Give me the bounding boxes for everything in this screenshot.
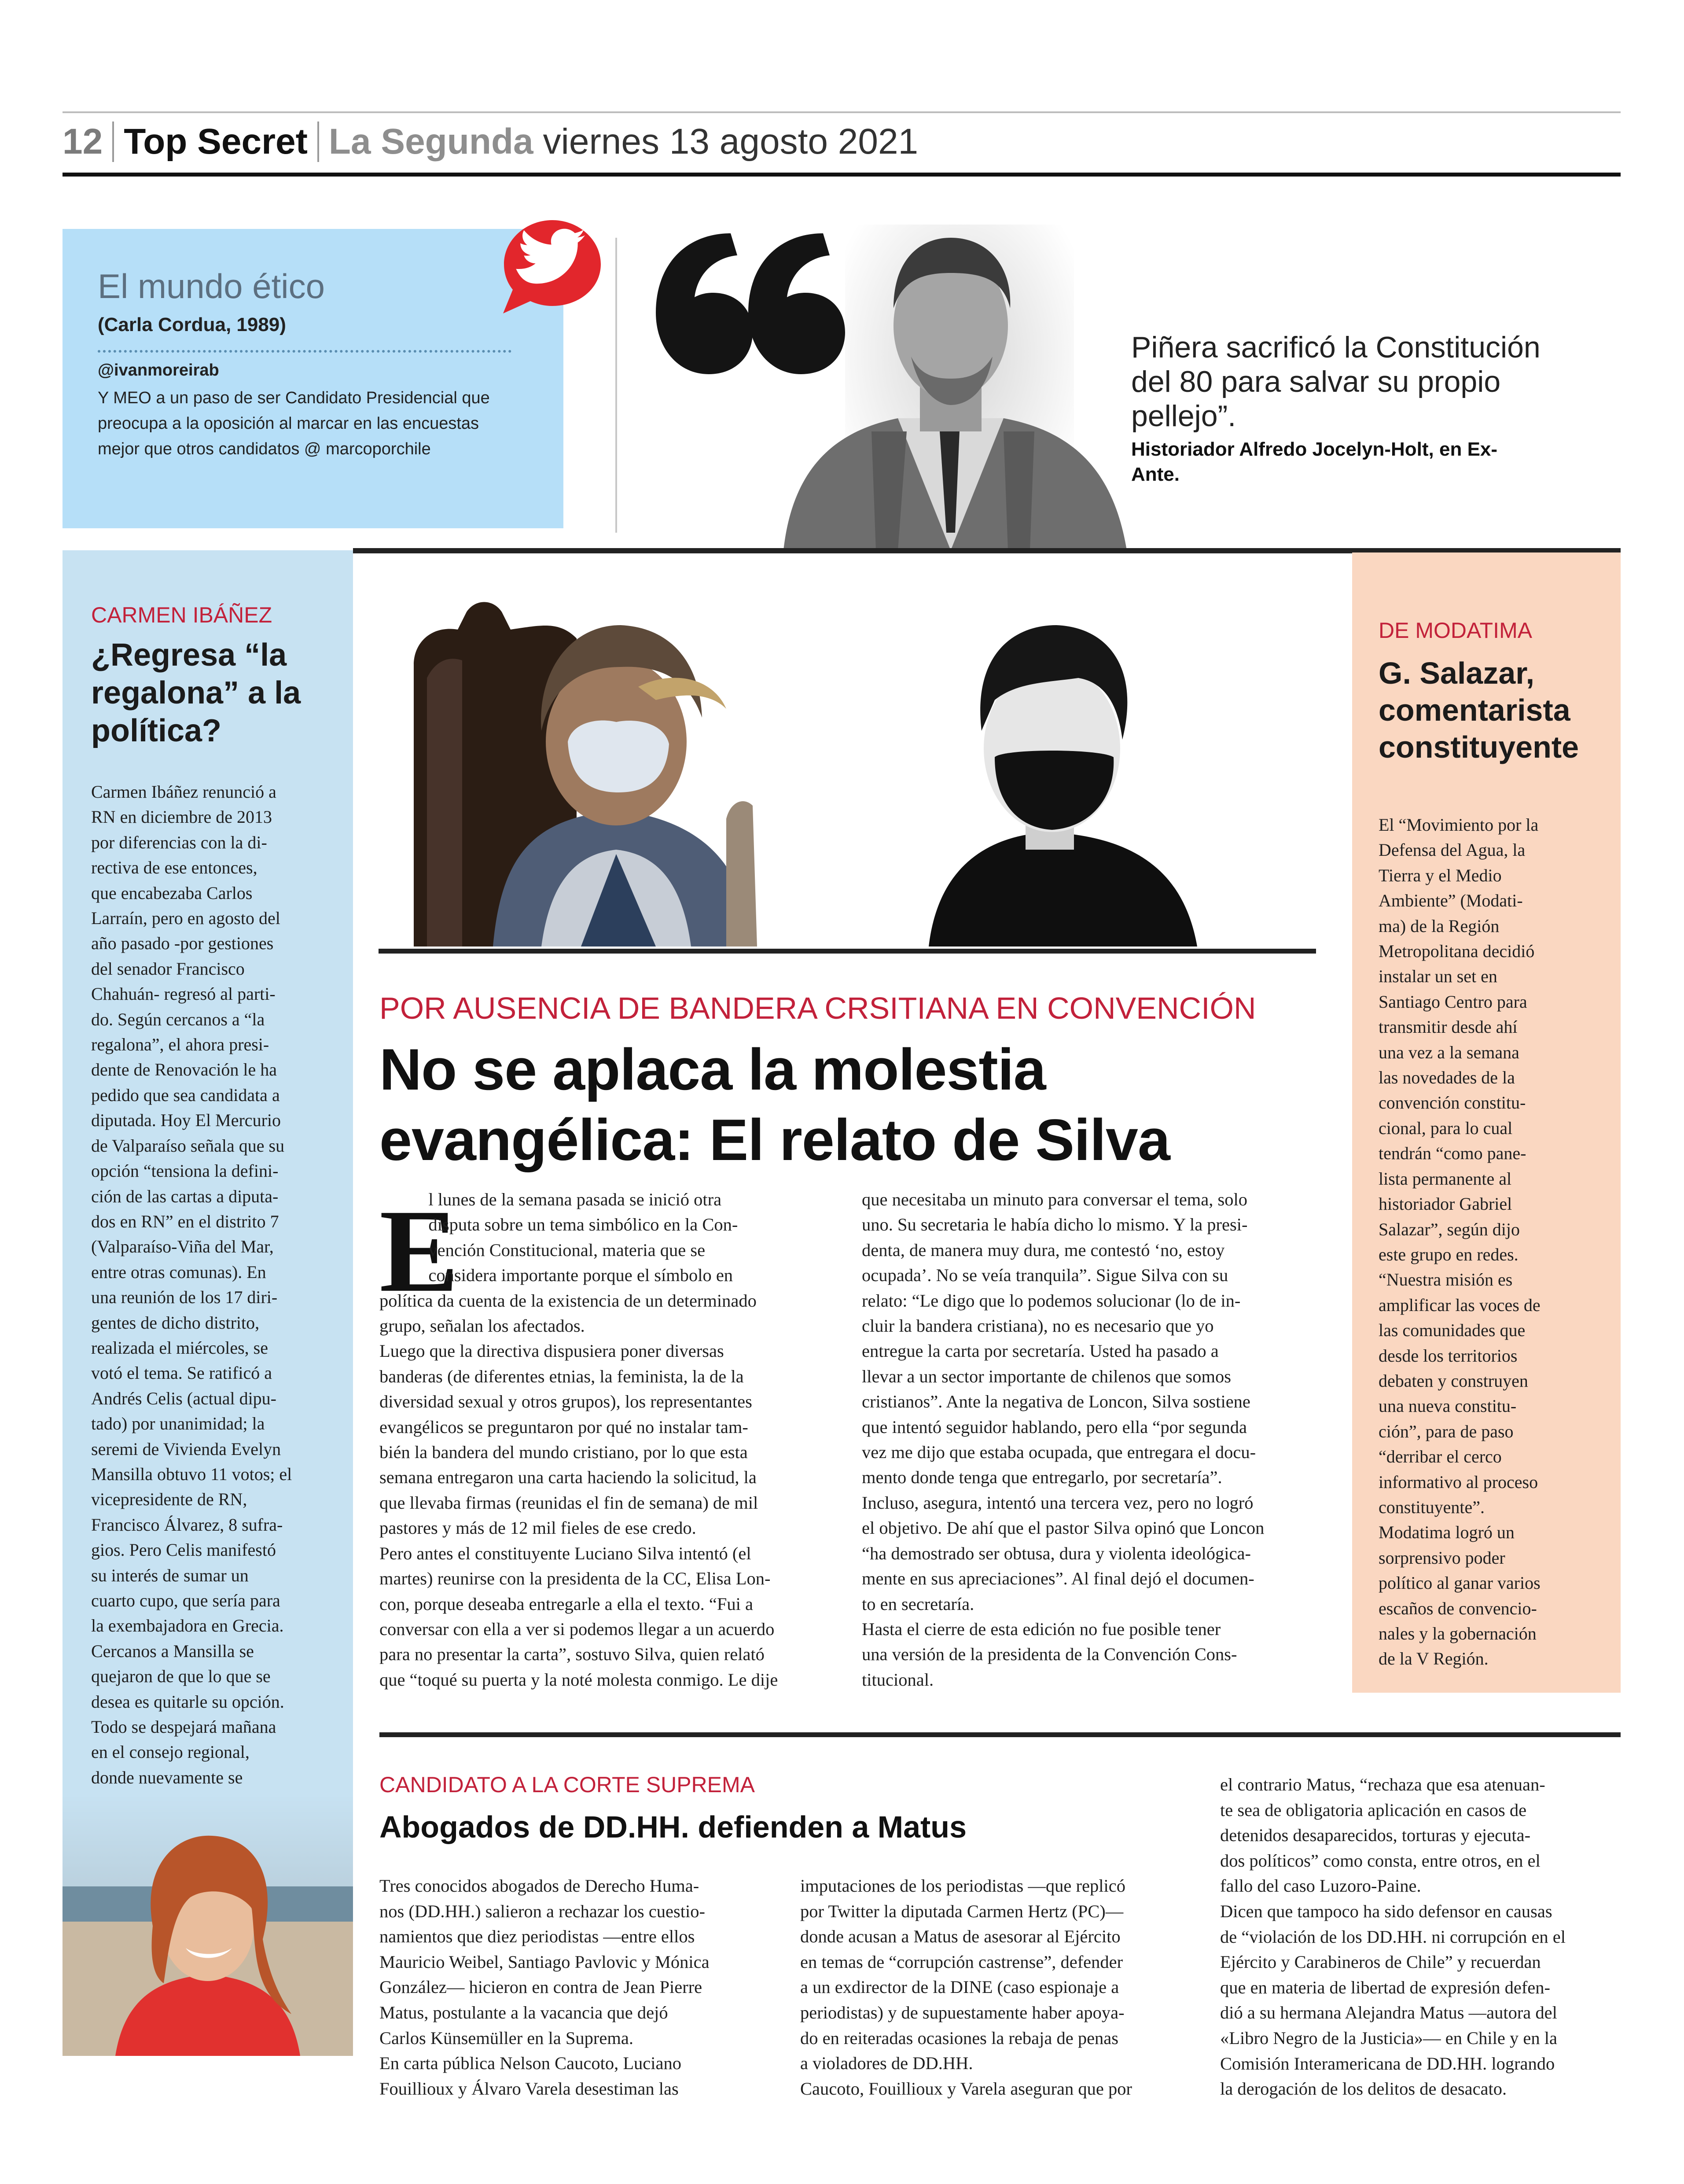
- header-top-rule: [63, 111, 1621, 113]
- main-story-column-1: l lunes de la semana pasada se inició otra disputa sobre un tema simbólico en la Con- vención Constitucional, materia que se considera importante porque el símbolo en política da cuenta de la existencia de un determinado grupo, señalan los afectados. Luego que la directiva dispusiera poner diversas banderas (de diferentes etnias, la feminista, la de la diversidad sexual y otros grupos), los representantes evangélicos se preguntaron por qué no instalar tam- bién la bandera del mundo cristiano, por lo que esta semana entregaron una carta haciendo la solicitud, la que llevaba firmas (reunidas el fin de semana) de mil pastores y más de 12 mil fieles de ese credo. Pero antes el constituyente Luciano Silva intentó (el martes) reunirse con la presidenta de la CC, Elisa Lon- con, porque deseaba entregarle a ella el texto. “Fui a conversar con ella a ver si podemos llegar a un acuerdo para no presentar la carta”, sostuvo Silva, quien relató que “toqué su puerta y la noté molesta conmigo. Le dije: [379, 1190, 778, 1690]
- main-photo-rule: [379, 949, 1316, 954]
- section-name: Top Secret: [124, 122, 308, 162]
- tweet-box: [63, 229, 563, 528]
- issue-date: viernes 13 agosto 2021: [543, 122, 919, 162]
- right-story-kicker: DE MODATIMA: [1379, 618, 1533, 643]
- right-sidebar-story: [1352, 552, 1621, 1693]
- main-story-headline: No se aplaca la molestia evangélica: El relato de Silva: [379, 1037, 1170, 1173]
- tweet-body: Y MEO a un paso de ser Candidato Presidencial que preocupa a la oposición al marcar en las encuestas mejor que otros candidatos @ marcoporchile: [98, 389, 490, 458]
- left-story-body: Carmen Ibáñez renunció a RN en diciembre de 2013 por diferencias con la di- rectiva de ese entonces, que encabezaba Carlos Larraín, pero en agosto del año pasado -por gestiones del senador Francisco Chahuán- regresó al parti- do. Según cercanos a “la regalona”, el ahora presi- dente de Renovación le ha pedido que sea candidata a diputada. Hoy El Mercurio de Valparaíso señala que su opción “tensiona la defini- ción de las cartas a diputa- dos en RN” en el distrito 7 (Valparaíso-Viña del Mar, entre otras comunas). En una reunión de los 17 diri- gentes de dicho distrito, realizada el miércoles, se votó el tema. Se ratificó a Andrés Celis (actual dipu- tado) por unanimidad; la seremi de Vivienda Evelyn Mansilla obtuvo 11 votos; el vicepresidente de RN, Francisco Álvarez, 8 sufra- gios. Pero Celis manifestó su interés de sumar un cuarto cupo, que sería para la exembajadora en Grecia. Cercanos a Mansilla se quejaron de que lo que se desea es quitarle su opción. Todo se despejará mañana en el consejo regional, donde nuevamente se: [91, 782, 292, 1787]
- tweet-title: El mundo ético: [98, 267, 325, 306]
- portrait-photo-carmen-ibanez: [63, 1794, 353, 2056]
- left-story-title: ¿Regresa “la regalona” a la política?: [91, 637, 301, 748]
- main-story-photo: [409, 572, 1316, 947]
- dotted-divider: [98, 350, 511, 353]
- header-separator: [317, 122, 319, 162]
- main-story-kicker: POR AUSENCIA DE BANDERA CRSITIANA EN CONVENCIÓN: [379, 991, 1256, 1025]
- vertical-divider: [615, 238, 617, 533]
- header-separator: [112, 122, 114, 162]
- tweet-reference: (Carla Cordua, 1989): [98, 314, 286, 335]
- left-story-kicker: CARMEN IBÁÑEZ: [91, 603, 272, 627]
- bottom-story-column-1: Tres conocidos abogados de Derecho Huma- nos (DD.HH.) salieron a rechazar los cuestio- namientos que diez periodistas —entre ellos Mauricio Weibel, Santiago Pavlovic y Mónica González— hicieron en contra de Jean Pierre Matus, postulante a la vacancia que dejó Carlos Künsemüller en la Suprema. En carta pública Nelson Caucoto, Luciano Fouillioux y Álvaro Varela desestiman las: [379, 1876, 710, 2099]
- bottom-story-kicker: CANDIDATO A LA CORTE SUPREMA: [379, 1772, 755, 1797]
- bottom-story-rule: [379, 1732, 1621, 1737]
- tweet-handle: @ivanmoreirab: [98, 361, 219, 379]
- right-story-title: G. Salazar, comentarista constituyente: [1379, 656, 1579, 764]
- pull-quote-attribution: Historiador Alfredo Jocelyn-Holt, en Ex-Ante.: [1131, 438, 1498, 485]
- pull-quote-text: Piñera sacrificó la Constitución del 80 para salvar su propio pellejo”.: [1131, 331, 1541, 433]
- right-story-body: El “Movimiento por la Defensa del Agua, la Tierra y el Medio Ambiente” (Modati- ma) de la Región Metropolitana decidió instalar un set en Santiago Centro para transmitir desde ahí una vez a la semana las novedades de la convención constitu- cional, para lo cual tendrán “como pane- lista permanente al historiador Gabriel Salazar”, según dijo este grupo en redes. “Nuestra misión es amplificar las voces de las comunidades que desde los territorios debaten y construyen una nueva constitu- ción”, para de paso “derribar el cerco informativo al proceso constituyente”. Modatima logró un sorprensivo poder político al ganar varios escaños de convencio- nales y la gobernación de la V Región.: [1379, 815, 1541, 1669]
- twitter-bird-icon: [495, 216, 610, 317]
- drop-cap: E: [379, 1185, 459, 1317]
- page-header: [63, 115, 918, 168]
- main-story-column-2: que necesitaba un minuto para conversar el tema, solo uno. Su secretaria le había dicho lo mismo. Y la presi- denta, de manera muy dura, me contestó ‘no, estoy ocupada’. No se veía tranquila”. Sigue Silva con su relato: “Le digo que lo podemos solucionar (lo de in- cluir la bandera cristiana), no es necesario que yo entregue la carta por secretaría. Usted ha pasado a llevar a un sector importante de chilenos que somos cristianos”. Ante la negativa de Loncon, Silva sostiene que intentó seguidor hablando, pero ella “por segunda vez me dijo que estaba ocupada, que entregara el docu- mento donde tenga que entregarlo, por secretaría”. Incluso, asegura, intentó una tercera vez, pero no logró el objetivo. De ahí que el pastor Silva opinó que Loncon “ha demostrado ser obtusa, dura y violenta ideológica- mente en sus apreciaciones”. Al final dejó el documen- to en secretaría. Hasta el cierre de esta edición no fue posible tener una versión de la presidenta de la Convención Cons- titucional.: [862, 1190, 1265, 1690]
- header-bottom-rule: [63, 173, 1621, 177]
- left-sidebar-story: [63, 550, 353, 2056]
- bottom-story-headline: Abogados de DD.HH. defienden a Matus: [379, 1810, 967, 1844]
- portrait-photo-jocelyn-holt: [766, 225, 1136, 550]
- bottom-story-column-3: el contrario Matus, “rechaza que esa atenuan- te sea de obligatoria aplicación en casos de detenidos desaparecidos, torturas y ejecuta- dos políticos” como consta, entre otros, en el fallo del caso Luzoro-Paine. Dicen que tampoco ha sido defensor en causas de “violación de los DD.HH. ni corrupción en el Ejército y Carabineros de Chile” y recuerdan que en materia de libertad de expresión defen- dió a su hermana Alejandra Matus —autora del «Libro Negro de la Justicia»— en Chile y en la Comisión Interamericana de DD.HH. logrando la derogación de los delitos de desacato.: [1220, 1775, 1566, 2099]
- page-number: 12: [63, 122, 103, 162]
- bottom-story-column-2: imputaciones de los periodistas —que replicó por Twitter la diputada Carmen Hertz (PC)— donde acusan a Matus de asesorar al Ejército en temas de “corrupción castrense”, defender a un exdirector de la DINE (caso espionaje a periodistas) y de supuestamente haber apoya- do en reiteradas ocasiones la rebaja de penas a violadores de DD.HH. Caucoto, Fouillioux y Varela aseguran que por: [800, 1876, 1132, 2099]
- newspaper-name: La Segunda: [328, 122, 533, 162]
